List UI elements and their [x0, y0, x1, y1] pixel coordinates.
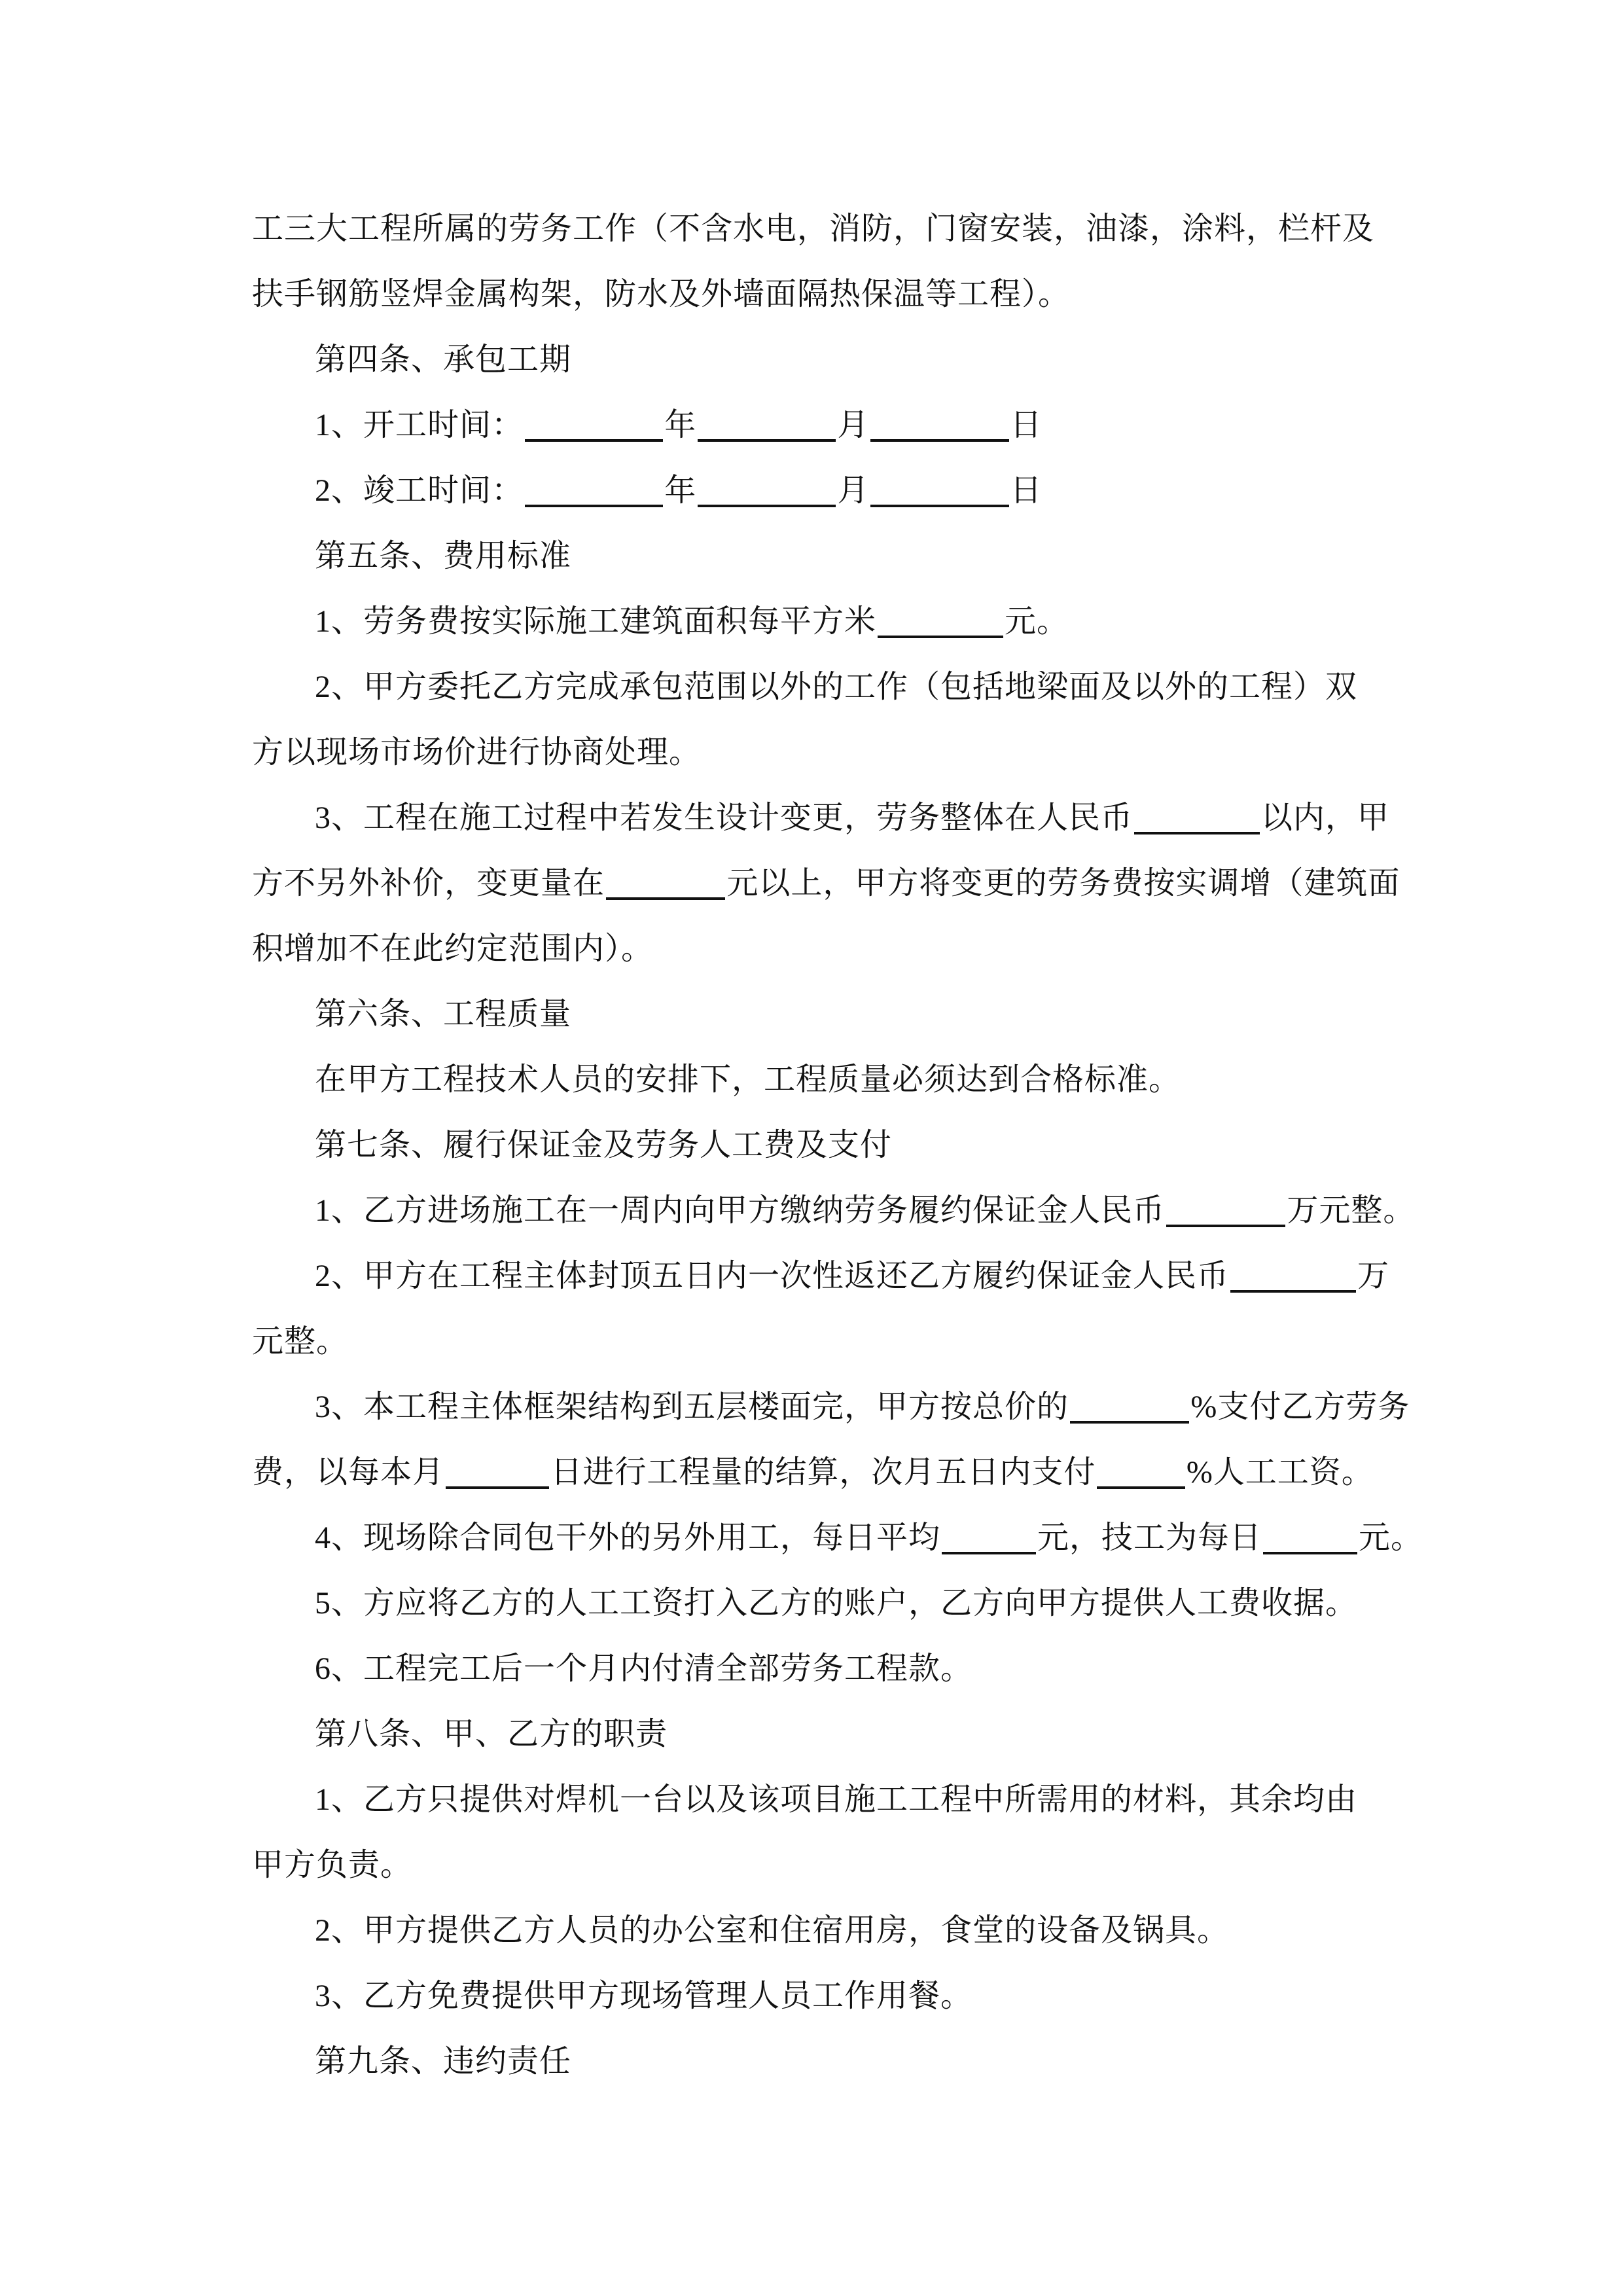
document-line	[252, 524, 1427, 589]
text-run: 日	[1010, 408, 1043, 442]
document-line	[252, 1767, 1427, 1833]
text-run: 第五条、费用标准	[315, 539, 572, 573]
text-run: 万	[1357, 1259, 1390, 1293]
text-run: 第八条、甲、乙方的职责	[315, 1717, 668, 1751]
text-run: 万元整。	[1287, 1193, 1416, 1228]
text-run: 月	[837, 408, 870, 442]
text-run: 元，技工为每日	[1037, 1520, 1262, 1555]
text-run: 方以现场市场价进行协商处理。	[252, 735, 702, 770]
text-run: 年	[664, 473, 697, 508]
fill-in-blank	[1070, 1390, 1189, 1424]
document-line	[252, 655, 1427, 720]
fill-in-blank	[1134, 800, 1260, 834]
text-run: 3、工程在施工过程中若发生设计变更，劳务整体在人民币	[315, 800, 1133, 835]
text-run: 在甲方工程技术人员的安排下，工程质量必须达到合格标准。	[315, 1062, 1181, 1097]
text-run: 费，以每本月	[252, 1455, 445, 1490]
document-line	[252, 458, 1427, 524]
text-run: 以内，甲	[1261, 800, 1390, 835]
fill-in-blank	[1230, 1259, 1356, 1293]
fill-in-blank	[525, 473, 663, 507]
text-run: 扶手钢筋竖焊金属构架，防水及外墙面隔热保温等工程）。	[252, 277, 1071, 312]
text-run: 日	[1010, 473, 1043, 508]
text-run: 甲方负责。	[252, 1848, 413, 1882]
document-line	[252, 1178, 1427, 1244]
fill-in-blank	[698, 408, 836, 442]
text-run: 元以上，甲方将变更的劳务费按实调增（建筑面	[726, 866, 1400, 901]
text-run: 6、工程完工后一个月内付清全部劳务工程款。	[315, 1651, 973, 1686]
document-line	[252, 1374, 1427, 1440]
text-run: 第七条、履行保证金及劳务人工费及支付	[315, 1128, 893, 1162]
text-run: %人工工资。	[1186, 1455, 1374, 1490]
text-run: 1、乙方进场施工在一周内向甲方缴纳劳务履约保证金人民币	[315, 1193, 1166, 1228]
fill-in-blank	[446, 1455, 549, 1489]
text-run: 日进行工程量的结算，次月五日内支付	[550, 1455, 1096, 1490]
text-run: 2、甲方提供乙方人员的办公室和住宿用房，食堂的设备及锅具。	[315, 1913, 1230, 1948]
fill-in-blank	[698, 473, 836, 507]
text-run: 2、甲方在工程主体封顶五日内一次性返还乙方履约保证金人民币	[315, 1259, 1230, 1293]
fill-in-blank	[878, 604, 1003, 638]
document-line	[252, 1505, 1427, 1571]
text-run: 工三大工程所属的劳务工作（不含水电，消防，门窗安装，油漆，涂料，栏杆及	[252, 211, 1375, 246]
document-line	[252, 589, 1427, 655]
text-run: 第六条、工程质量	[315, 997, 572, 1031]
text-run: 年	[664, 408, 697, 442]
document-line	[252, 1047, 1427, 1113]
document-line	[252, 785, 1427, 851]
text-run: %支付乙方劳务	[1190, 1390, 1410, 1424]
document-line	[252, 1898, 1427, 1964]
text-run: 方不另外补价，变更量在	[252, 866, 605, 901]
text-run: 元。	[1359, 1520, 1423, 1555]
document-line	[252, 1833, 1427, 1898]
text-run: 2、竣工时间：	[315, 473, 524, 508]
fill-in-blank	[1097, 1455, 1185, 1489]
document-line	[252, 1964, 1427, 2029]
document-line	[252, 982, 1427, 1047]
fill-in-blank	[1166, 1193, 1285, 1227]
text-run: 2、甲方委托乙方完成承包范围以外的工作（包括地梁面及以外的工程）双	[315, 670, 1358, 704]
document-line	[252, 916, 1427, 982]
document-line	[252, 1244, 1427, 1309]
document-line	[252, 393, 1427, 458]
text-run: 3、乙方免费提供甲方现场管理人员工作用餐。	[315, 1979, 973, 2013]
text-run: 1、乙方只提供对焊机一台以及该项目施工工程中所需用的材料，其余均由	[315, 1782, 1358, 1817]
fill-in-blank	[1263, 1520, 1357, 1554]
document-line	[252, 1113, 1427, 1178]
fill-in-blank	[870, 408, 1008, 442]
text-run: 1、开工时间：	[315, 408, 524, 442]
text-run: 第九条、违约责任	[315, 2044, 572, 2079]
document-line	[252, 1309, 1427, 1374]
document-line	[252, 262, 1427, 327]
document-line	[252, 1702, 1427, 1767]
document-line	[252, 851, 1427, 916]
document-line	[252, 327, 1427, 393]
fill-in-blank	[942, 1520, 1036, 1554]
document-line	[252, 2029, 1427, 2094]
document-line	[252, 720, 1427, 785]
document-line	[252, 1571, 1427, 1636]
text-run: 第四条、承包工期	[315, 342, 572, 377]
text-run: 3、本工程主体框架结构到五层楼面完，甲方按总价的	[315, 1390, 1069, 1424]
document-line	[252, 1440, 1427, 1505]
text-run: 1、劳务费按实际施工建筑面积每平方米	[315, 604, 877, 639]
fill-in-blank	[525, 408, 663, 442]
text-run: 元整。	[252, 1324, 349, 1359]
document-body	[252, 196, 1427, 2094]
text-run: 4、现场除合同包干外的另外用工，每日平均	[315, 1520, 941, 1555]
text-run: 积增加不在此约定范围内）。	[252, 931, 654, 966]
fill-in-blank	[606, 866, 725, 900]
text-run: 元。	[1005, 604, 1069, 639]
fill-in-blank	[870, 473, 1008, 507]
document-line	[252, 196, 1427, 262]
document-line	[252, 1636, 1427, 1702]
text-run: 月	[837, 473, 870, 508]
text-run: 5、方应将乙方的人工工资打入乙方的账户，乙方向甲方提供人工费收据。	[315, 1586, 1358, 1621]
